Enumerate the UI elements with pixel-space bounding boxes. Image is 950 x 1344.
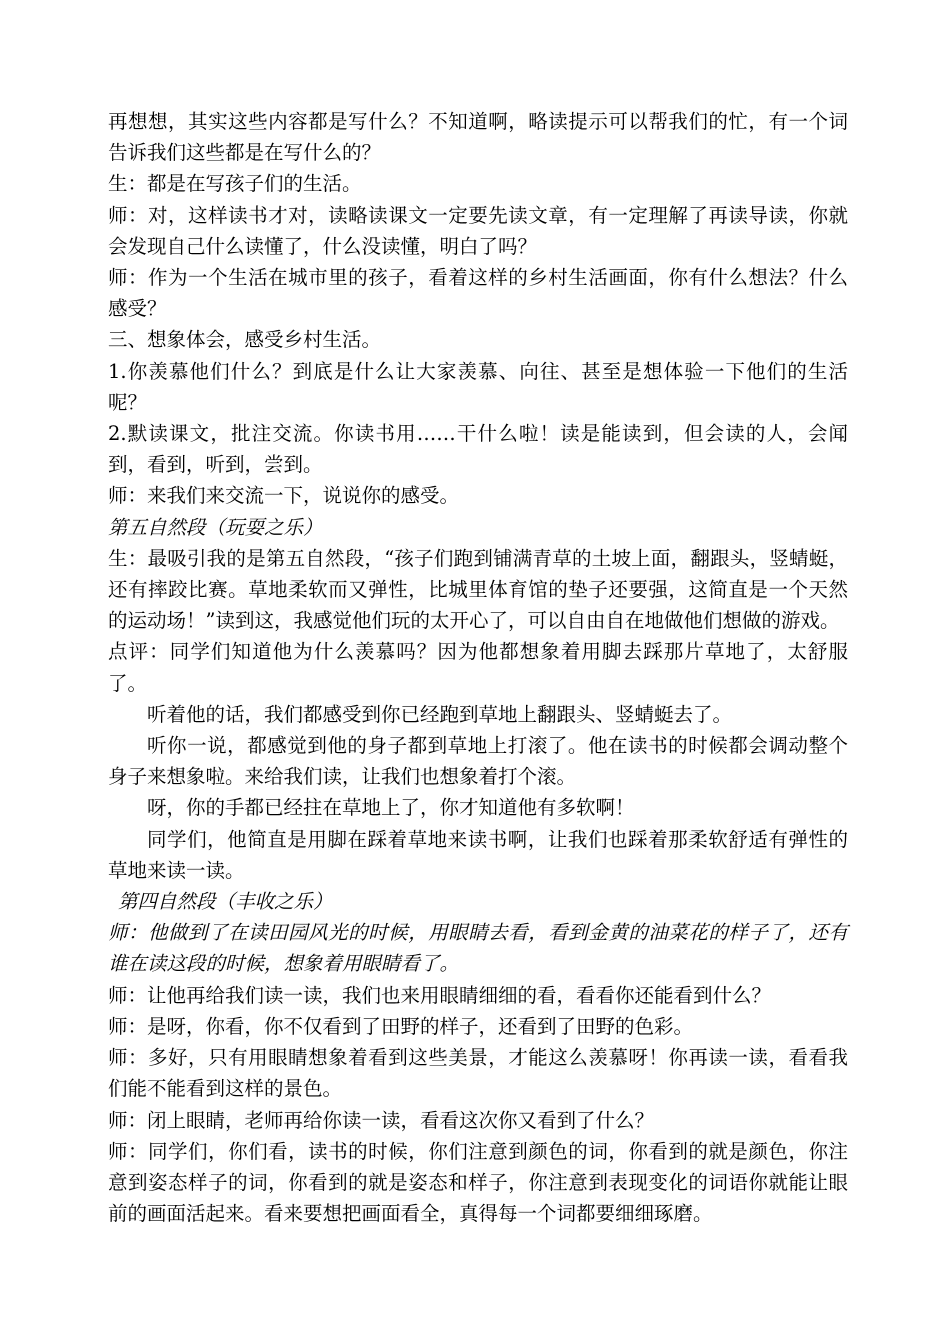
subheading-paragraph-5: 第五自然段（玩耍之乐） bbox=[108, 515, 323, 539]
paragraph-2: 生：都是在写孩子们的生活。 bbox=[108, 172, 362, 196]
paragraph-18: 师：让他再给我们读一读，我们也来用眼睛细细的看，看看你还能看到什么？ bbox=[108, 983, 772, 1007]
question-1: 1.你羡慕他们什么？到底是什么让大家羡慕、向往、甚至是想体验一下他们的生活呢？ bbox=[108, 359, 848, 414]
paragraph-20: 师：多好，只有用眼睛想象着看到这些美景，才能这么羡慕呀！你再读一读，看看我们能不能看到这样的景色。 bbox=[108, 1046, 848, 1101]
paragraph-8: 师：来我们来交流一下，说说你的感受。 bbox=[108, 484, 460, 508]
paragraph-22: 师：同学们，你们看，读书的时候，你们注意到颜色的词，你看到的就是颜色，你注意到姿态样子的词，你看到的就是姿态和样子，你注意到表现变化的词语你就能让眼前的画面活起来。看来要想把画面看全，真得每一个词都要细细琢磨。 bbox=[108, 1139, 848, 1226]
paragraph-10: 生：最吸引我的是第五自然段，“孩子们跑到铺满青草的土坡上面，翻跟头，竖蜻蜓，还有摔跤比赛。草地柔软而又弹性，比城里体育馆的垫子还要强，这简直是一个天然的运动场！”读到这，我感觉他们玩的太开心了，可以自由自在地做他们想做的游戏。 bbox=[108, 546, 848, 633]
paragraph-19: 师：是呀，你看，你不仅看到了田野的样子，还看到了田野的色彩。 bbox=[108, 1014, 694, 1038]
paragraph-4: 师：作为一个生活在城市里的孩子，看着这样的乡村生活画面，你有什么想法？什么感受？ bbox=[108, 266, 848, 321]
question-2: 2.默读课文，批注交流。你读书用……干什么啦！读是能读到，但会读的人，会闻到，看到，听到，尝到。 bbox=[108, 422, 848, 477]
paragraph-12: 听着他的话，我们都感受到你已经跑到草地上翻跟头、竖蜻蜓去了。 bbox=[147, 702, 733, 726]
paragraph-17: 师：他做到了在读田园风光的时候，用眼睛去看，看到金黄的油菜花的样子了，还有谁在读这段的时候，想象着用眼睛看了。 bbox=[108, 921, 848, 976]
paragraph-3: 师：对，这样读书才对，读略读课文一定要先读文章，有一定理解了再读导读，你就会发现自己什么读懂了，什么没读懂，明白了吗？ bbox=[108, 203, 848, 258]
paragraph-11: 点评：同学们知道他为什么羡慕吗？因为他都想象着用脚去踩那片草地了，太舒服了。 bbox=[108, 640, 848, 695]
subheading-paragraph-4: 第四自然段（丰收之乐） bbox=[118, 890, 333, 914]
paragraph-15: 同学们，他简直是用脚在踩着草地来读书啊，让我们也踩着那柔软舒适有弹性的草地来读一读。 bbox=[108, 827, 848, 882]
paragraph-1: 再想想，其实这些内容都是写什么？不知道啊，略读提示可以帮我们的忙，有一个词告诉我们这些都是在写什么的？ bbox=[108, 110, 848, 165]
section-heading-3: 三、想象体会，感受乡村生活。 bbox=[108, 328, 382, 352]
paragraph-14: 呀，你的手都已经拄在草地上了，你才知道他有多软啊！ bbox=[147, 796, 635, 820]
paragraph-21: 师：闭上眼睛，老师再给你读一读，看看这次你又看到了什么？ bbox=[108, 1108, 655, 1132]
paragraph-13: 听你一说，都感觉到他的身子都到草地上打滚了。他在读书的时候都会调动整个身子来想象啦。来给我们读，让我们也想象着打个滚。 bbox=[108, 734, 848, 789]
document-body bbox=[108, 106, 848, 1229]
